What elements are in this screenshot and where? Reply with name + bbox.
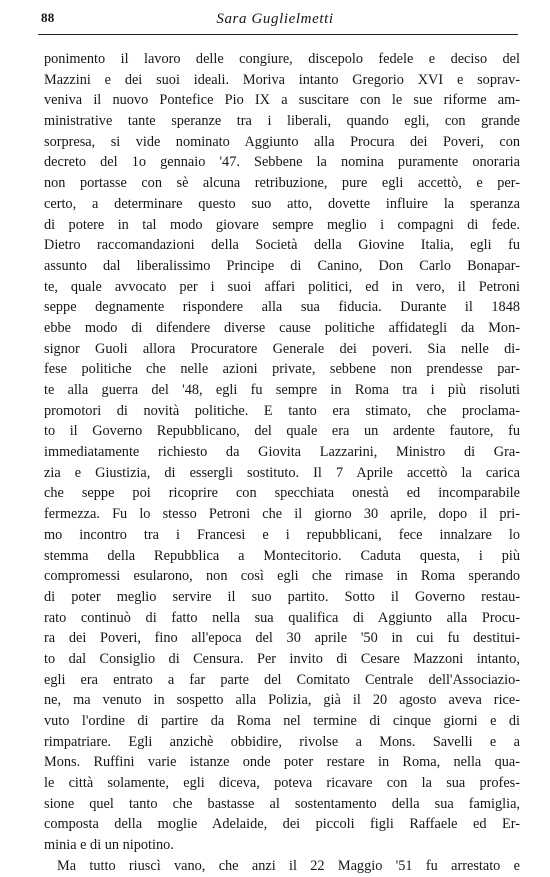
- text-line: Ma tutto riuscì vano, che anzi il 22 Maggio '51 fu arrestato e: [57, 857, 520, 874]
- text-line: ne, ma venuto in sospetto alla Polizia, già il 20 agosto aveva rice-: [44, 692, 520, 709]
- text-line: sorpresa, si vide nominato Aggiunto alla Procura dei Poveri, con: [44, 133, 520, 150]
- text-line: vuto l'ordine di partire da Roma nel termine di cinque giorni e di: [44, 713, 520, 729]
- text-line: le città solamente, egli diceva, poteva ricavare con la sua profes-: [44, 775, 520, 792]
- text-line: composta della moglie Adelaide, dei piccoli figli Raffaele ed Er-: [44, 816, 520, 833]
- text-line: to dal Consiglio di Censura. Per invito di Cesare Mazzoni intanto,: [44, 650, 520, 667]
- text-line: non portasse con sè alcuna retribuzione, pure egli accettò, e per-: [44, 175, 520, 192]
- text-line: sione quel tanto che bastasse al sostentamento della sua famiglia,: [44, 795, 520, 812]
- text-line: immediatamente richiesto da Giovita Lazzarini, Ministro di Gra-: [44, 444, 520, 461]
- running-title: Sara Guglielmetti: [216, 11, 334, 27]
- text-line: Dietro raccomandazioni della Società della Giovine Italia, egli fu: [44, 237, 520, 254]
- text-line: promotori di novità politiche. E tanto era stimato, che proclama-: [44, 402, 520, 419]
- text-line: Mazzini e dei suoi ideali. Moriva intanto Gregorio XVI e soprav-: [44, 71, 520, 88]
- text-line: te, quale avvocato per i suoi affari politici, ed in vero, il Petroni: [44, 278, 520, 295]
- text-line: che seppe poi ricoprire con specchiata onestà ed incomparabile: [44, 485, 520, 502]
- body-text: [44, 49, 520, 877]
- text-line: rato continuò di fatto nella sua qualifica di Aggiunto alla Procu-: [44, 609, 520, 626]
- text-line: fese politiche che nelle azioni private, sebbene non prendesse par-: [44, 361, 520, 378]
- text-line: compromessi esularono, non così egli che rimase in Roma sperando: [44, 568, 520, 585]
- text-line: ra dei Poveri, fino all'epoca del 30 aprile '50 in cui fu destitui-: [44, 630, 520, 647]
- text-line: decreto del 1o gennaio '47. Sebbene la nomina puramente onoraria: [44, 154, 520, 171]
- text-line: minia e di un nipotino.: [44, 837, 174, 854]
- text-line: veniva il nuovo Pontefice Pio IX a suscitare con le sue riforme am-: [44, 92, 520, 109]
- text-line: signor Guoli allora Procuratore Generale dei poveri. Sia nelle di-: [44, 340, 520, 357]
- text-line: certo, a determinare questo suo atto, dovette influire la speranza: [44, 195, 520, 212]
- text-line: di poter meglio servire il suo partito. Sotto il Governo restau-: [44, 588, 520, 605]
- text-line: ministrative tante speranze tra i liberali, quando egli, con grande: [44, 113, 520, 130]
- page-number: 88: [41, 10, 55, 25]
- text-line: to il Governo Repubblicano, del quale era un ardente fautore, fu: [44, 423, 520, 440]
- text-line: egli era entrato a far parte del Comitato Centrale dell'Associazio-: [44, 671, 520, 688]
- text-line: rimpatriare. Egli anzichè obbidire, rivolse a Mons. Savelli e a: [44, 733, 520, 750]
- text-line: zia e Giustizia, di essergli sostituto. Il 7 Aprile accettò la carica: [44, 464, 520, 481]
- header-rule: [38, 34, 518, 35]
- text-line: Mons. Ruffini varie istanze onde poter restare in Roma, nella qua-: [44, 754, 520, 771]
- text-line: assunto dal liberalissimo Principe di Canino, Don Carlo Bonapar-: [44, 257, 520, 274]
- text-line: seppe degnamente rispondere alla sua fiducia. Durante il 1848: [44, 299, 520, 316]
- text-line: ebbe modo di difendere diverse cause politiche affidategli da Mon-: [44, 319, 520, 336]
- text-line: di potere in tal modo giovare sempre meglio i compagni di fede.: [44, 216, 520, 233]
- text-line: mo incontro tra i Francesi e i repubblicani, fece innalzare lo: [44, 526, 520, 543]
- text-line: stemma della Repubblica a Montecitorio. Caduta questa, i più: [44, 547, 520, 564]
- text-line: ponimento il lavoro delle congiure, discepolo fedele e deciso del: [44, 51, 520, 67]
- text-line: te alla guerra del '48, egli fu sempre in Roma tra i più risoluti: [44, 382, 520, 398]
- text-line: fermezza. Fu lo stesso Petroni che il giorno 30 aprile, dopo il pri-: [44, 506, 520, 523]
